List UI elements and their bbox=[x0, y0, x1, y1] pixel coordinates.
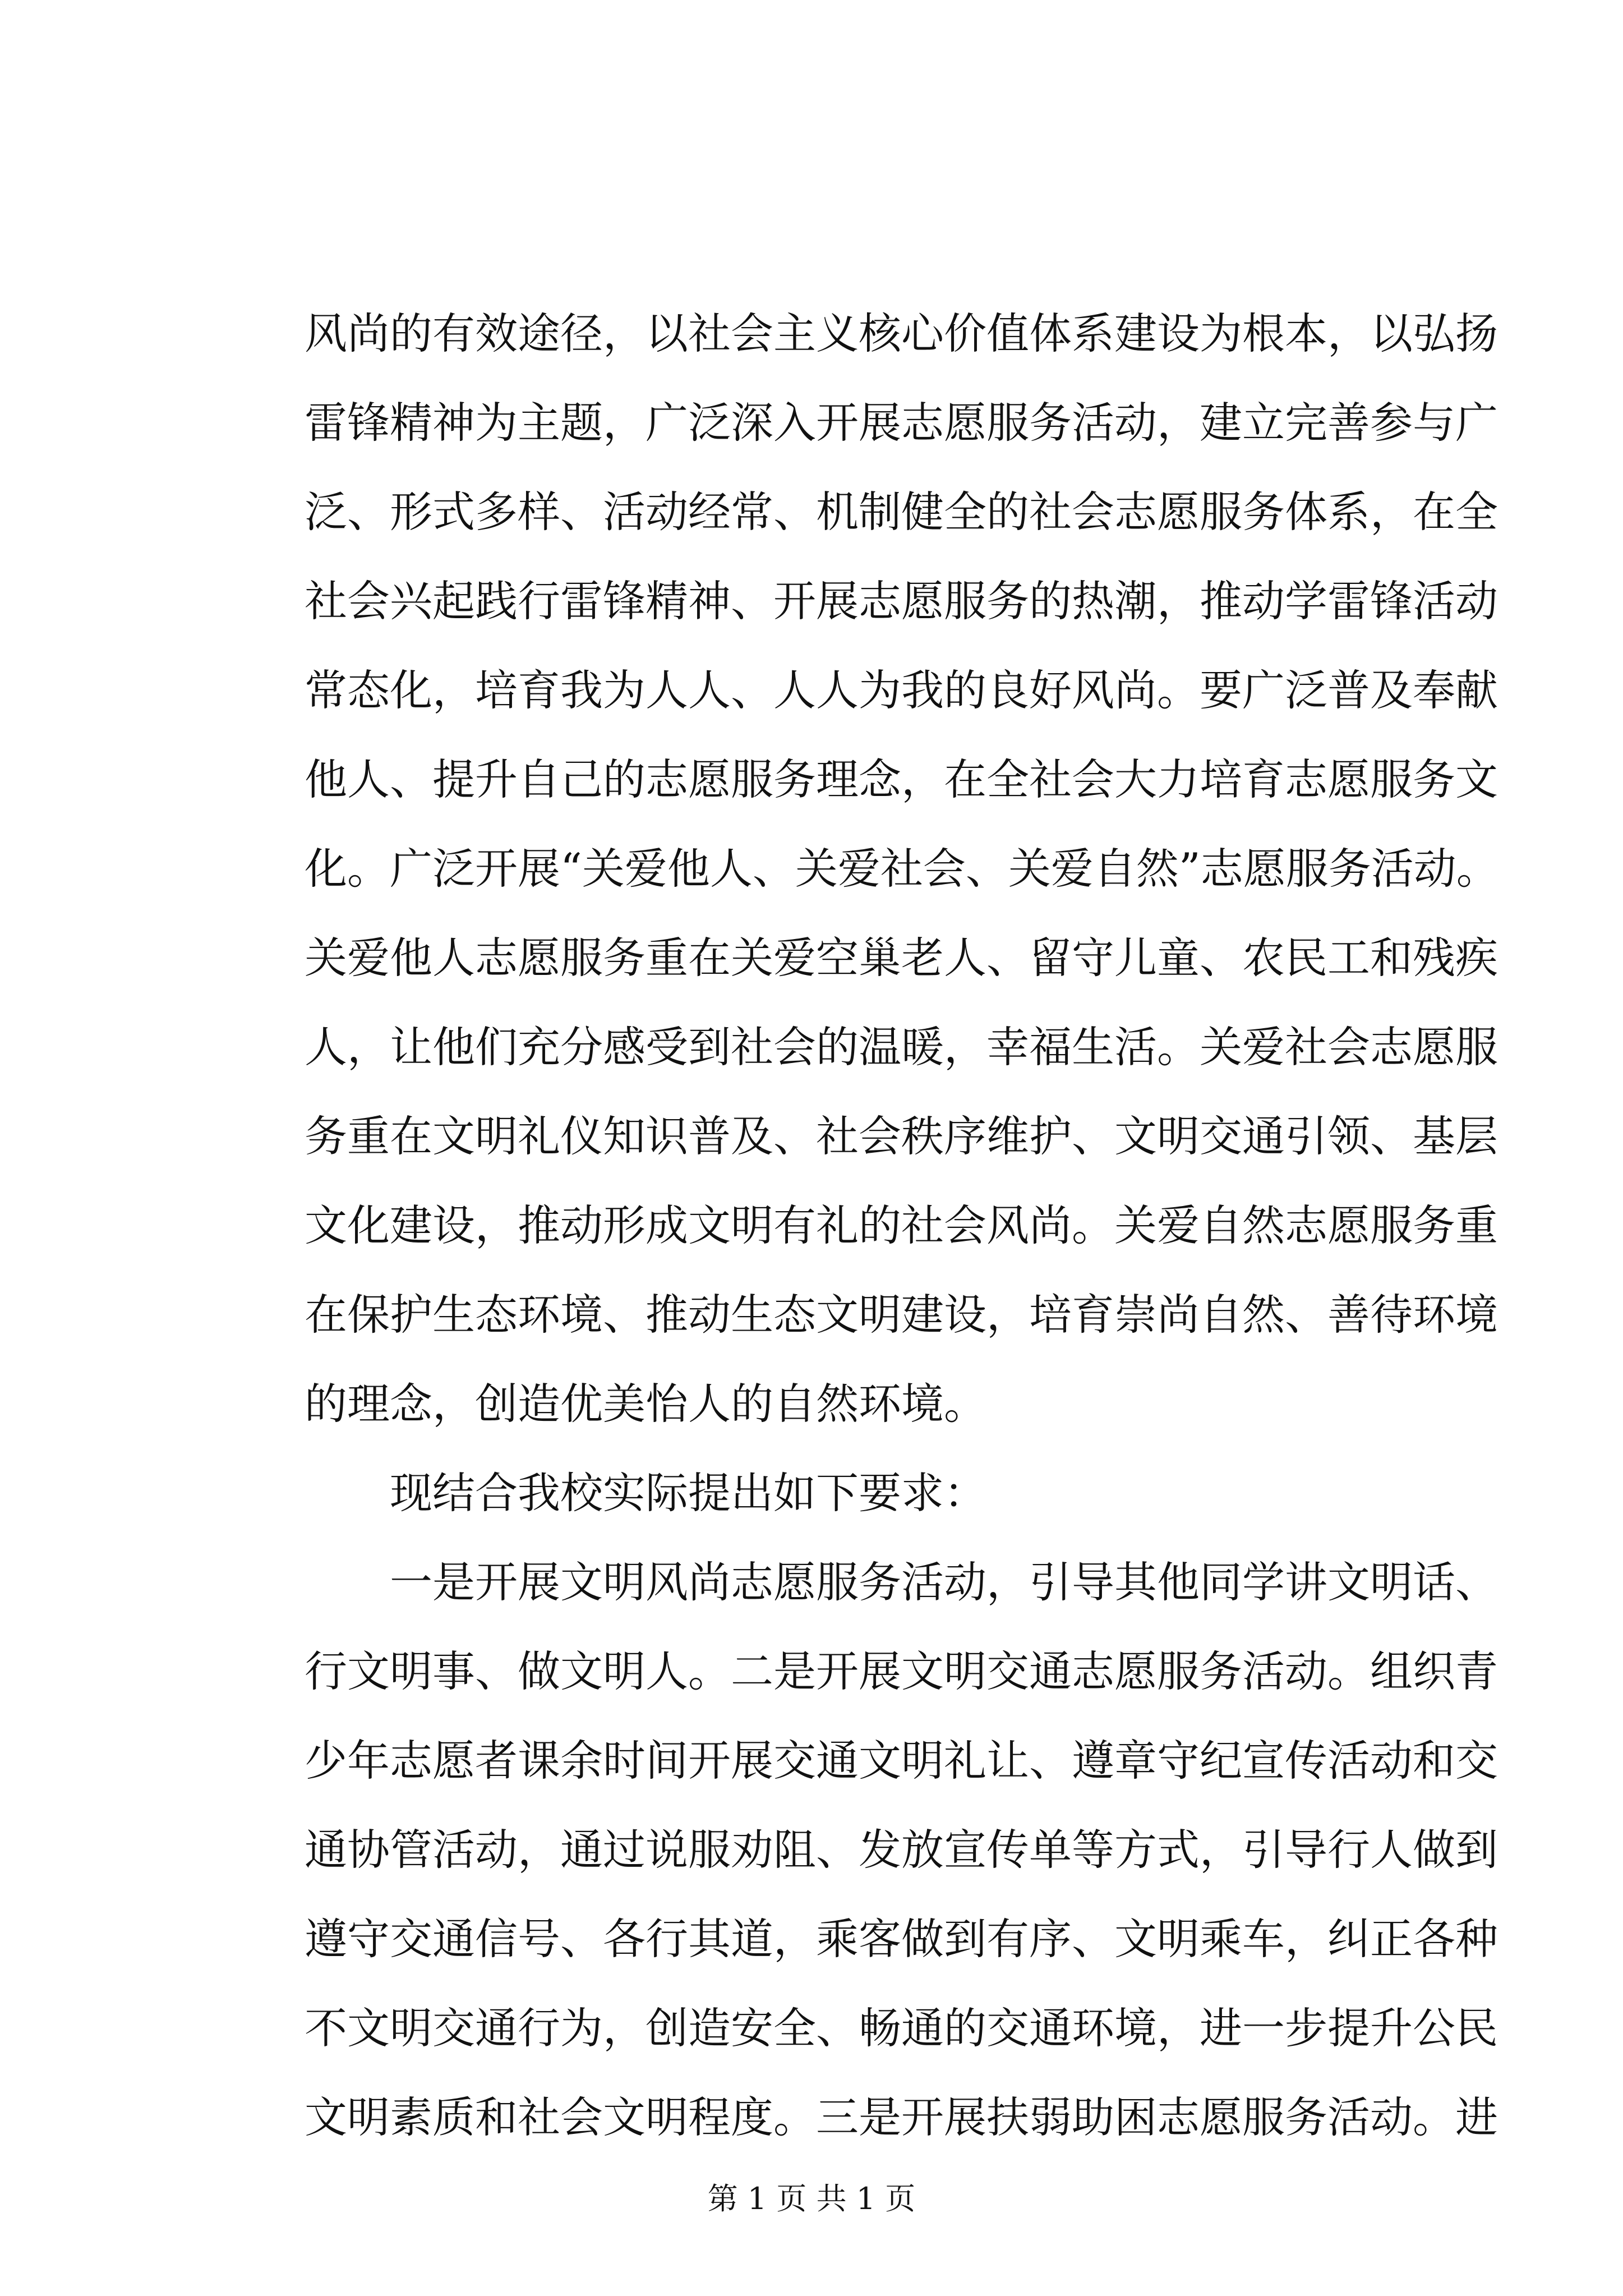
text-line: 雷锋精神为主题，广泛深入开展志愿服务活动，建立完善参与广 bbox=[305, 398, 1498, 448]
text-line: 化。广泛开展“关爱他人、关爱社会、关爱自然”志愿服务活动。 bbox=[305, 844, 1499, 894]
text-line: 通协管活动，通过说服劝阻、发放宣传单等方式，引导行人做到 bbox=[305, 1825, 1498, 1875]
text-line: 一是开展文明风尚志愿服务活动，引导其他同学讲文明话、 bbox=[305, 1557, 1498, 1607]
text-line: 务重在文明礼仪知识普及、社会秩序维护、文明交通引领、基层 bbox=[305, 1111, 1498, 1161]
text-line: 行文明事、做文明人。二是开展文明交通志愿服务活动。组织青 bbox=[305, 1646, 1498, 1696]
text-line: 人，让他们充分感受到社会的温暖，幸福生活。关爱社会志愿服 bbox=[305, 1022, 1498, 1072]
text-line: 遵守交通信号、各行其道，乘客做到有序、文明乘车，纠正各种 bbox=[305, 1914, 1498, 1964]
text-line: 不文明交通行为，创造安全、畅通的交通环境，进一步提升公民 bbox=[305, 2003, 1498, 2053]
text-line: 少年志愿者课余时间开展交通文明礼让、遵章守纪宣传活动和交 bbox=[305, 1736, 1498, 1786]
text-line: 文化建设，推动形成文明有礼的社会风尚。关爱自然志愿服务重 bbox=[305, 1200, 1498, 1250]
text-line: 风尚的有效途径，以社会主义核心价值体系建设为根本，以弘扬 bbox=[305, 309, 1498, 358]
text-line: 在保护生态环境、推动生态文明建设，培育崇尚自然、善待环境 bbox=[305, 1290, 1498, 1340]
page-footer: 第 1 页 共 1 页 bbox=[707, 2181, 916, 2216]
text-line: 的理念，创造优美怡人的自然环境。 bbox=[305, 1379, 986, 1429]
text-line: 泛、形式多样、活动经常、机制健全的社会志愿服务体系，在全 bbox=[305, 487, 1498, 537]
text-line: 文明素质和社会文明程度。三是开展扶弱助困志愿服务活动。进 bbox=[305, 2092, 1498, 2142]
text-line: 现结合我校实际提出如下要求： bbox=[305, 1468, 986, 1518]
text-line: 常态化，培育我为人人、人人为我的良好风尚。要广泛普及奉献 bbox=[305, 665, 1498, 715]
text-line: 社会兴起践行雷锋精神、开展志愿服务的热潮，推动学雷锋活动 bbox=[305, 576, 1498, 626]
text-line: 关爱他人志愿服务重在关爱空巢老人、留守儿童、农民工和残疾 bbox=[305, 933, 1498, 983]
text-line: 他人、提升自己的志愿服务理念，在全社会大力培育志愿服务文 bbox=[305, 754, 1498, 804]
